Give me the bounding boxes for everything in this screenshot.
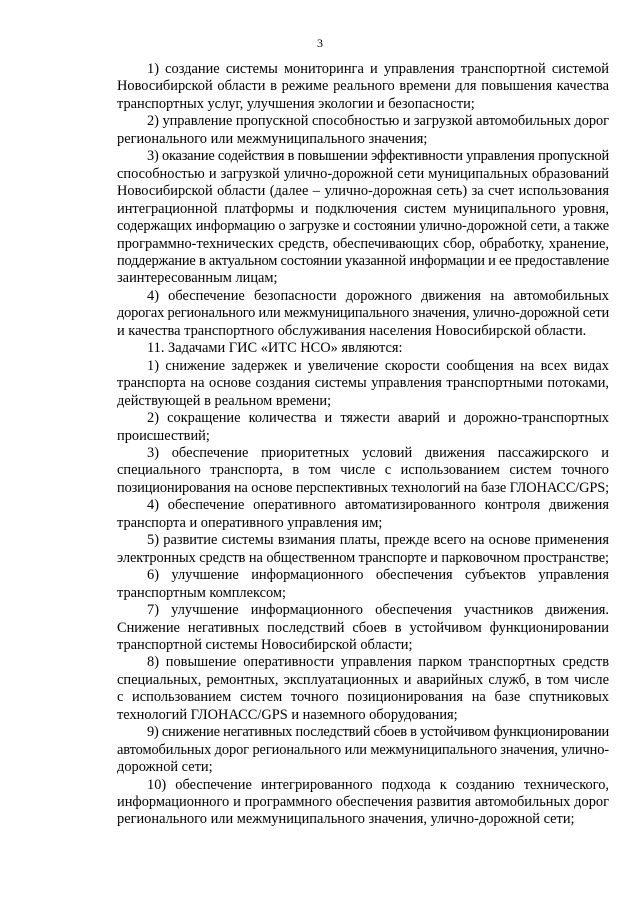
text-line: транспорта на основе создания системы управления транспортными потоками, <box>117 375 609 392</box>
text-line: позиционирования на основе перспективных технологий на базе ГЛОНАСС/GPS; <box>117 479 609 496</box>
text-line: транспортных услуг, улучшения экологии и безопасности; <box>117 95 475 112</box>
text-line: 6) улучшение информационного обеспечения субъектов управления <box>147 567 609 584</box>
text-line: интеграционной платформы и подключения систем муниципального уровня, <box>117 200 609 217</box>
text-line: Снижение негативных последствий сбоев в устойчивом функционировании <box>117 619 609 636</box>
paragraph <box>87 567 609 602</box>
text-line: 4) обеспечение безопасности дорожного движения на автомобильных <box>147 287 609 304</box>
paragraph <box>87 358 609 410</box>
text-line: регионального или межмуниципального значения, улично-дорожной сети; <box>117 811 575 828</box>
text-line: технологий ГЛОНАСС/GPS и наземного оборудования; <box>117 706 458 723</box>
text-line: программно-технических средств, обеспечивающих сбор, обработку, хранение, <box>117 235 609 252</box>
paragraph <box>87 654 609 724</box>
text-line: 1) снижение задержек и увеличение скорости сообщения на всех видах <box>147 357 609 374</box>
page-number: 3 <box>317 36 323 50</box>
text-line: автомобильных дорог регионального или межмуниципального значения, улично- <box>117 741 609 758</box>
text-line: действующей в реальном времени; <box>117 392 332 409</box>
text-line: 10) обеспечение интегрированного подхода к созданию технического, <box>147 776 609 793</box>
text-line: и качества транспортного обслуживания населения Новосибирской области. <box>117 322 587 339</box>
text-line: специальных, ремонтных, эксплуатационных и аварийных служб, в том числе <box>117 671 609 688</box>
text-line: транспортной системы Новосибирской области; <box>117 636 413 653</box>
text-line: 4) обеспечение оперативного автоматизированного контроля движения <box>147 497 609 514</box>
text-line: способностью и загрузкой улично-дорожной сети муниципальных образований <box>117 165 609 182</box>
text-line: специального транспорта, в том числе с использованием систем точного <box>117 462 609 479</box>
text-line: 3) обеспечение приоритетных условий движения пассажирского и <box>147 444 609 461</box>
text-line: Новосибирской области (далее – улично-дорожная сеть) за счет использования <box>117 183 609 200</box>
text-line: 2) сокращение количества и тяжести аварий и дорожно-транспортных <box>147 410 609 427</box>
text-line: 8) повышение оперативности управления парком транспортных средств <box>147 654 609 671</box>
document-body <box>87 61 609 829</box>
text-line: Новосибирской области в режиме реального времени для повышения качества <box>117 78 609 95</box>
text-line: регионального или межмуниципального значения; <box>117 130 428 147</box>
text-line: электронных средств на общественном транспорте и парковочном пространстве; <box>117 549 609 566</box>
paragraph <box>87 288 609 340</box>
text-line: информационного и программного обеспечения развития автомобильных дорог <box>117 794 609 811</box>
text-line: дорожной сети; <box>117 759 213 776</box>
paragraph <box>87 340 609 357</box>
paragraph <box>87 113 609 148</box>
text-line: содержащих информацию о загрузке и состоянии улично-дорожной сети, а также <box>117 218 609 235</box>
text-line: транспорта и оперативного управления им; <box>117 514 383 531</box>
paragraph <box>87 532 609 567</box>
paragraph <box>87 148 609 288</box>
text-line: 11. Задачами ГИС «ИТС НСО» являются: <box>147 340 403 357</box>
text-line: 2) управление пропускной способностью и загрузкой автомобильных дорог <box>147 113 609 130</box>
text-line: 7) улучшение информационного обеспечения участников движения. <box>147 602 609 619</box>
text-line: 5) развитие системы взимания платы, прежде всего на основе применения <box>147 532 609 549</box>
text-line: происшествий; <box>117 427 210 444</box>
paragraph <box>87 602 609 654</box>
paragraph <box>87 61 609 113</box>
text-line: 9) снижение негативных последствий сбоев в устойчивом функционировании <box>147 724 609 741</box>
paragraph <box>87 497 609 532</box>
paragraph <box>87 777 609 829</box>
text-line: заинтересованным лицам; <box>117 270 278 287</box>
text-line: 3) оказание содействия в повышении эффективности управления пропускной <box>147 148 609 165</box>
text-line: транспортным комплексом; <box>117 584 287 601</box>
text-line: дорогах регионального или межмуниципального значения, улично-дорожной сети <box>117 305 609 322</box>
text-line: 1) создание системы мониторинга и управления транспортной системой <box>147 61 609 77</box>
text-line: поддержание в актуальном состоянии указанной информации и ее предоставление <box>117 252 609 269</box>
text-line: с использованием систем точного позиционирования на базе спутниковых <box>117 689 609 706</box>
paragraph <box>87 445 609 497</box>
paragraph <box>87 724 609 776</box>
paragraph <box>87 410 609 445</box>
